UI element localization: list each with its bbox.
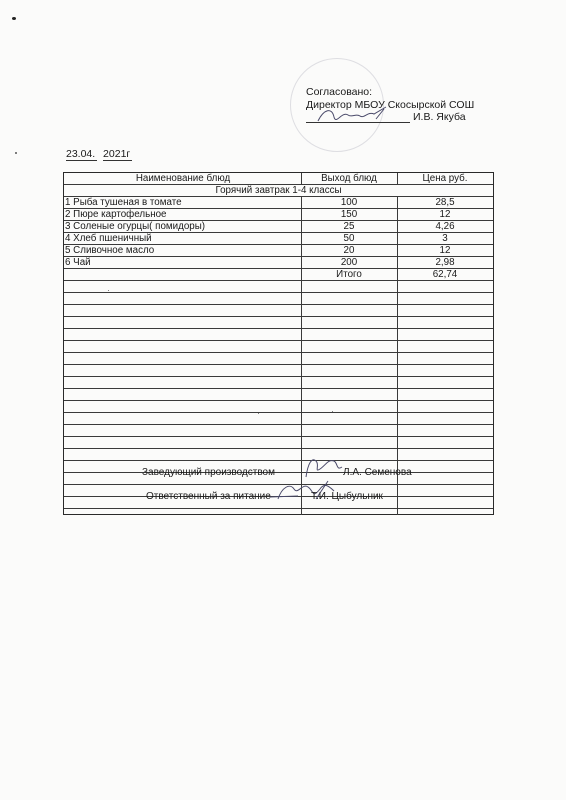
dish-output: 100 [340,197,358,208]
dish-name: 2 Пюре картофельное [65,209,167,220]
production-head-name: Л.А. Семенова [343,467,412,478]
empty-row [64,341,493,353]
empty-row [64,365,493,377]
scan-speck [15,152,17,154]
empty-row [64,317,493,329]
table-row [64,233,493,245]
empty-row [64,293,493,305]
header-price: Цена руб. [422,173,468,184]
empty-row [64,413,493,425]
table-row [64,245,493,257]
dish-name: 4 Хлеб пшеничный [65,233,152,244]
nutrition-label: Ответственный за питание [146,491,271,502]
table-header-row [64,173,493,185]
director-name: И.В. Якуба [413,111,466,123]
dish-output: 150 [340,209,358,220]
scan-speck [332,411,333,412]
table-row [64,221,493,233]
empty-row [64,329,493,341]
menu-table [63,172,494,515]
table-group-row [64,185,493,197]
approval-heading: Согласовано: [306,86,373,98]
dish-name: 6 Чай [65,257,91,268]
director-signature [314,105,394,127]
dish-output: 200 [340,257,358,268]
dish-output: 20 [343,245,355,256]
dish-price: 4,26 [435,221,455,232]
dish-price: 12 [439,209,451,220]
table-total-row [64,269,493,281]
empty-row [64,389,493,401]
approval-block [306,86,474,125]
dish-name: 3 Соленые огурцы( помидоры) [65,221,206,232]
dish-output: 25 [343,221,355,232]
scan-speck [12,17,16,20]
scan-speck [258,413,259,414]
director-signature-line [306,111,474,125]
table-row [64,257,493,269]
empty-row [64,461,493,473]
director-title: Директор МБОУ Скосырской СОШ [306,98,475,111]
empty-row [64,401,493,413]
header-output: Выход блюд [321,173,377,184]
empty-row [64,437,493,449]
empty-row [64,449,493,461]
dish-price: 12 [439,245,451,256]
production-head-label: Заведующий производством [142,467,275,478]
date-year: 2021г [103,148,131,160]
empty-row [64,353,493,365]
scan-speck [108,290,109,291]
dish-price: 28,5 [435,197,455,208]
empty-row [64,281,493,293]
total-label: Итого [336,269,362,280]
group-title: Горячий завтрак 1-4 классы [215,185,342,196]
date-day-month: 23.04. [66,148,96,160]
dish-output: 50 [343,233,355,244]
dish-price: 3 [442,233,448,244]
dish-name: 1 Рыба тушеная в томате [65,197,182,208]
total-value: 62,74 [432,269,458,280]
empty-row [64,377,493,389]
dish-price: 2,98 [435,257,455,268]
table-row [64,209,493,221]
column-divider [397,173,398,185]
empty-row [64,305,493,317]
table-row [64,197,493,209]
header-dish-name: Наименование блюд [135,173,231,184]
nutrition-name: Т.И. Цыбульник [311,491,383,502]
dish-name: 5 Сливочное масло [65,245,155,256]
empty-row [64,425,493,437]
document-date [66,148,132,160]
column-divider [301,173,302,185]
